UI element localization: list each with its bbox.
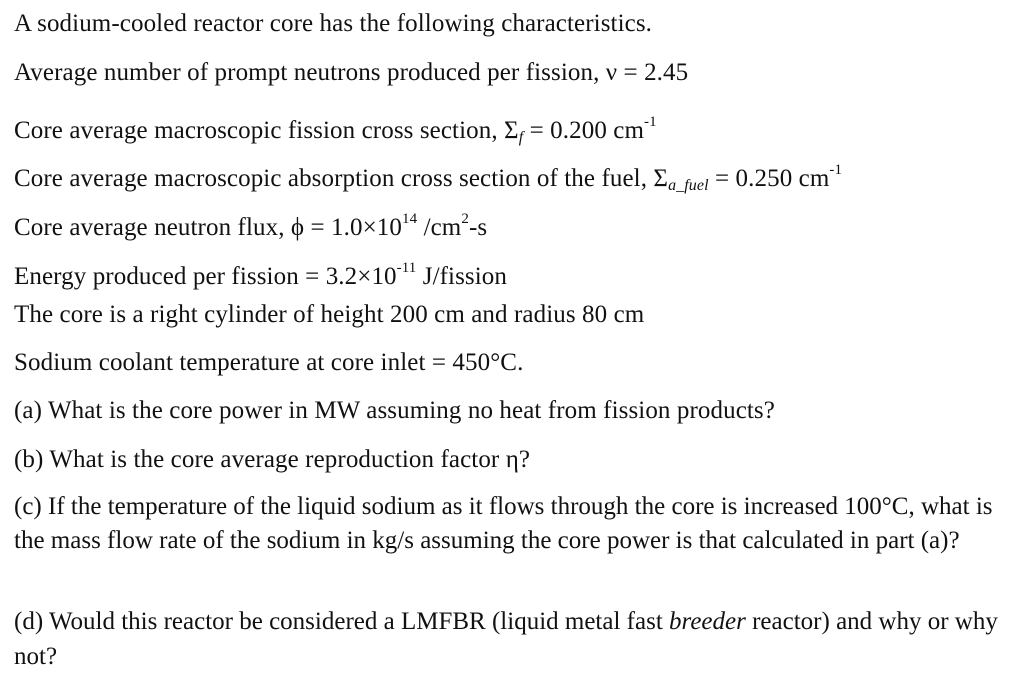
absorption-cross-section-exponent: -1 [829, 162, 843, 178]
energy-per-fission-line [14, 253, 507, 292]
question-d-prefix: (d) Would this reactor be considered a LMFBR (liquid metal fast [14, 608, 670, 635]
fission-subscript: f [518, 129, 524, 146]
energy-per-fission-suffix: J/fission [416, 263, 508, 290]
fission-cross-section-exponent: -1 [644, 114, 657, 130]
fission-cross-section-prefix: Core average macroscopic fission cross section, Σ [14, 117, 519, 144]
core-geometry-line: The core is a right cylinder of height 200 cm and radius 80 cm [14, 301, 645, 328]
absorption-cross-section-prefix: Core average macroscopic absorption cross section of the fuel, Σ [14, 165, 669, 192]
absorption-cross-section-line [14, 155, 842, 201]
energy-per-fission-prefix: Energy produced per fission = 3.2×10 [14, 263, 397, 290]
fission-cross-section-value: = 0.200 cm [523, 117, 645, 144]
absorption-cross-section-value: = 0.250 cm [708, 165, 830, 192]
neutron-flux-unit-exponent: 2 [461, 211, 469, 227]
question-a: (a) What is the core power in MW assuming no heat from fission products? [14, 397, 775, 424]
prompt-neutrons-text: Average number of prompt neutrons produced per fission, ν = 2.45 [14, 59, 689, 86]
energy-per-fission-exponent: -11 [396, 260, 417, 276]
neutron-flux-suffix: -s [468, 214, 488, 241]
neutron-flux-exponent: 14 [402, 211, 418, 227]
question-d-italic: breeder [669, 608, 746, 635]
neutron-flux-prefix: Core average neutron flux, ϕ = 1.0×10 [14, 214, 403, 241]
neutron-flux-unit: /cm [417, 214, 462, 241]
fission-cross-section-line [14, 107, 657, 153]
intro-text: A sodium-cooled reactor core has the following characteristics. [14, 10, 653, 37]
neutron-flux-line [14, 204, 487, 243]
question-b: (b) What is the core average reproduction factor η? [14, 446, 531, 473]
prompt-neutrons-line [14, 58, 688, 88]
question-d-suffix: reactor) and why or why not? [14, 608, 998, 670]
question-d [14, 604, 1014, 674]
question-c: (c) If the temperature of the liquid sodium as it flows through the core is increased 100°C, what is the mass flow rate of the sodium in kg/s assuming the core power is that calculated in part (a)? [14, 493, 993, 554]
inlet-temperature-line: Sodium coolant temperature at core inlet = 450°C. [14, 349, 524, 376]
absorption-subscript: a_fuel [668, 177, 709, 194]
